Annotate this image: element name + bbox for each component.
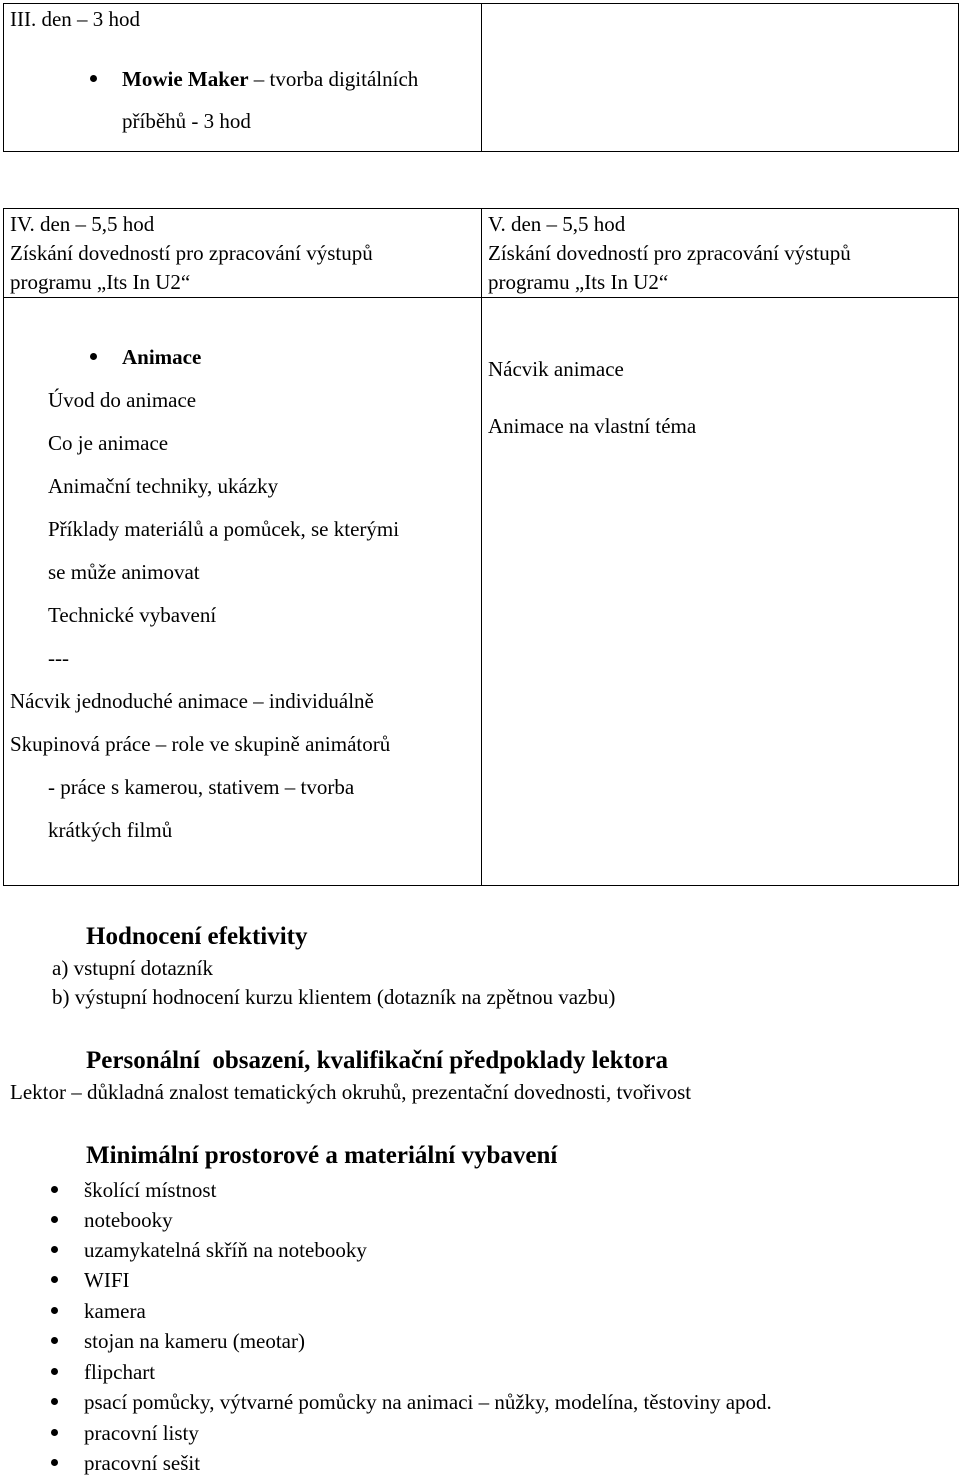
day4-line: - práce s kamerou, stativem – tvorba: [48, 775, 355, 799]
staffing-text: Lektor – důkladná znalost tematických okruhů, prezentační dovednosti, tvořivost: [10, 1080, 692, 1104]
day4-line: Příklady materiálů a pomůcek, se kterými: [48, 517, 400, 541]
equipment-item: psací pomůcky, výtvarné pomůcky na animaci – nůžky, modelína, těstoviny apod.: [84, 1390, 772, 1414]
evaluation-item: a) vstupní dotazník: [52, 956, 213, 980]
equipment-item: pracovní sešit: [84, 1451, 201, 1475]
equipment-item: notebooky: [84, 1208, 173, 1232]
day4-header-line1: IV. den – 5,5 hod: [10, 212, 155, 236]
day4-line: se může animovat: [48, 560, 200, 584]
bullet-icon: [51, 1276, 58, 1283]
bullet-icon: [51, 1246, 58, 1253]
equipment-item: flipchart: [84, 1360, 156, 1384]
day4-header-line3: programu „Its In U2“: [10, 270, 191, 294]
evaluation-item: b) výstupní hodnocení kurzu klientem (dotazník na zpětnou vazbu): [52, 985, 616, 1009]
bullet-icon: [51, 1459, 58, 1466]
equipment-item: kamera: [84, 1299, 146, 1323]
day5-header-line1: V. den – 5,5 hod: [488, 212, 626, 236]
equipment-item: školící místnost: [84, 1178, 217, 1202]
day4-line: Úvod do animace: [48, 388, 197, 412]
bullet-icon: [51, 1216, 58, 1223]
day4-line: Skupinová práce – role ve skupině animátorů: [10, 732, 391, 756]
day3-item-rest: – tvorba digitálních: [248, 67, 419, 91]
day5-line: Nácvik animace: [488, 357, 624, 381]
day4-line: krátkých filmů: [48, 818, 173, 842]
equipment-heading: Minimální prostorové a materiální vybavení: [86, 1142, 558, 1169]
bullet-icon: [51, 1337, 58, 1344]
day3-item-bold: Mowie Maker: [122, 67, 249, 91]
day3-item-line1: [122, 66, 418, 92]
day3-item-line2: příběhů - 3 hod: [122, 109, 251, 133]
bullet-icon: [51, 1186, 58, 1193]
bullet-icon: [51, 1429, 58, 1436]
equipment-item: WIFI: [84, 1268, 130, 1292]
day4-separator: ---: [48, 646, 69, 670]
bullet-icon: [90, 353, 97, 360]
bullet-icon: [90, 75, 97, 82]
equipment-item: stojan na kameru (meotar): [84, 1329, 305, 1353]
evaluation-heading: Hodnocení efektivity: [86, 923, 308, 950]
day4-header-line2: Získání dovedností pro zpracování výstupů: [10, 241, 373, 265]
bullet-icon: [51, 1307, 58, 1314]
day3-right-cell: [481, 3, 959, 152]
day4-line: Nácvik jednoduché animace – individuálně: [10, 689, 374, 713]
day5-header-line3: programu „Its In U2“: [488, 270, 669, 294]
bullet-icon: [51, 1368, 58, 1375]
bullet-icon: [51, 1398, 58, 1405]
day5-content-cell: [481, 297, 959, 886]
equipment-item: uzamykatelná skříň na notebooky: [84, 1238, 367, 1262]
equipment-item: pracovní listy: [84, 1421, 199, 1445]
day4-line: Co je animace: [48, 431, 169, 455]
day4-line: Technické vybavení: [48, 603, 217, 627]
day5-line: Animace na vlastní téma: [488, 414, 697, 438]
day5-header-line2: Získání dovedností pro zpracování výstupů: [488, 241, 851, 265]
staffing-heading: Personální obsazení, kvalifikační předpoklady lektora: [86, 1047, 669, 1074]
day4-topic: Animace: [122, 345, 202, 369]
day4-line: Animační techniky, ukázky: [48, 474, 279, 498]
day3-title: III. den – 3 hod: [10, 7, 141, 31]
